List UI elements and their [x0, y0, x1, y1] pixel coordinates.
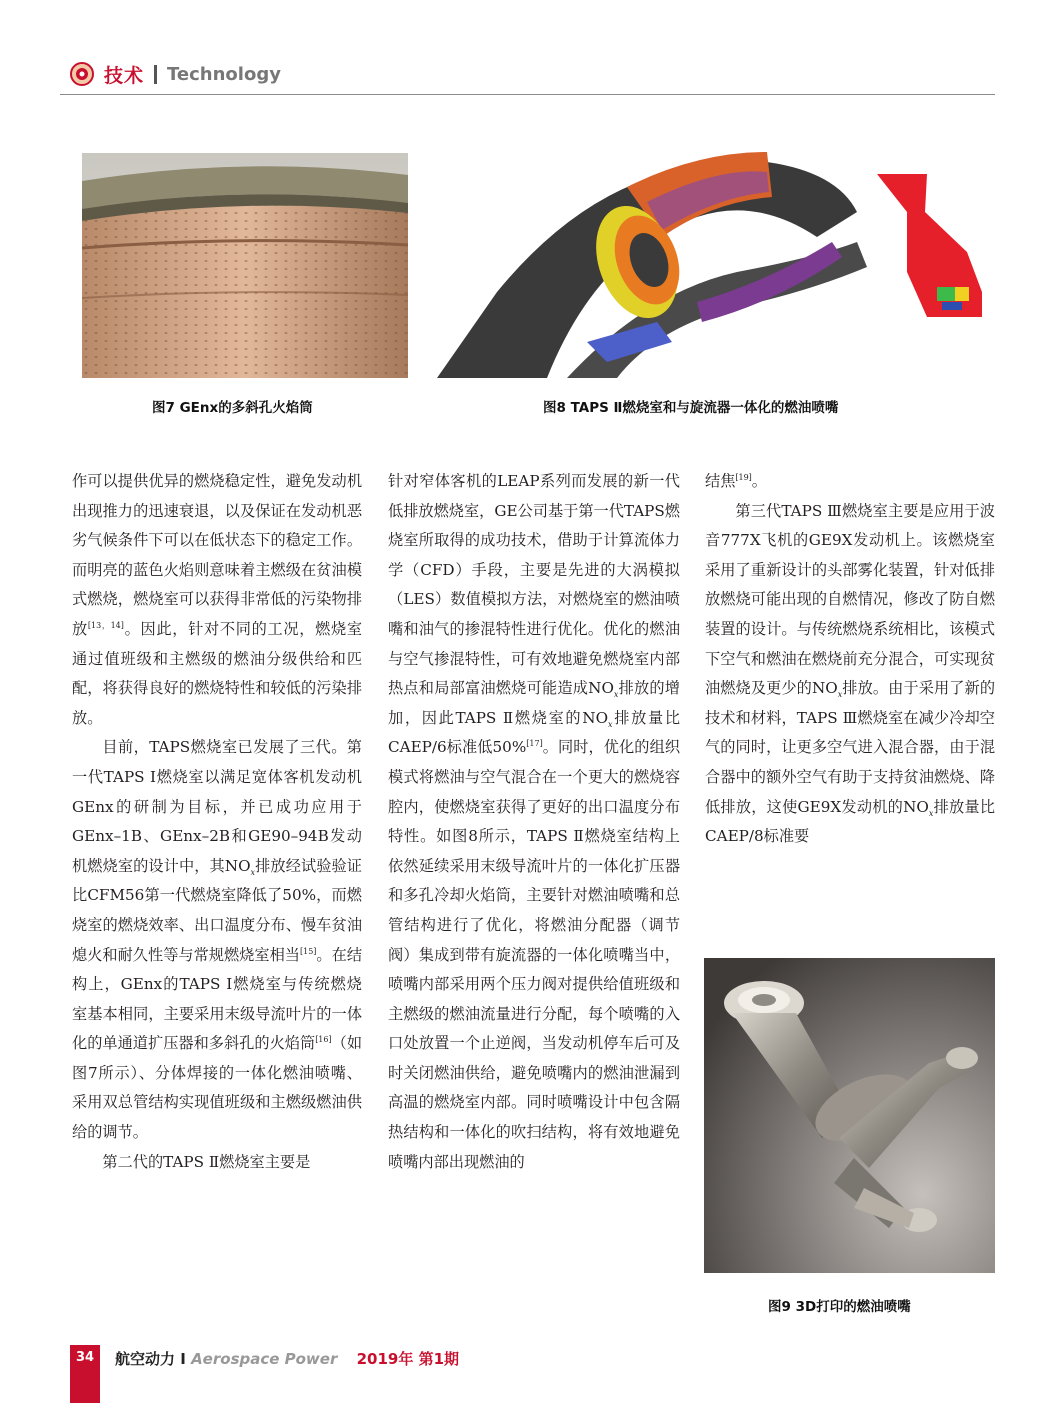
citation-ref: [16]	[315, 1035, 332, 1045]
subscript: x	[250, 867, 256, 877]
page-number: 34	[75, 1350, 95, 1365]
figure-8-caption: 图8 TAPS Ⅱ燃烧室和与旋流器一体化的燃油喷嘴	[543, 400, 839, 416]
text-column-3	[705, 467, 995, 852]
journal-logo-icon	[70, 62, 94, 86]
subscript: x	[928, 808, 934, 818]
running-header	[70, 58, 281, 90]
figure-7-caption: 图7 GEnx的多斜孔火焰筒	[152, 400, 313, 416]
citation-ref: [19]	[735, 472, 752, 482]
text-run: 排放量比CAEP/8标准要	[705, 797, 996, 846]
text-run: 目前，TAPS燃烧室已发展了三代。第一代TAPS Ⅰ燃烧室以满足宽体客机发动机GEnx的研制为目标，并已成功应用于GEnx–1B、GEnx–2B和GE90–94B发动机燃烧室的设计中，其NO	[72, 738, 362, 875]
text-run: 排放经试验验证比CFM56第一代燃烧室降低了50%，而燃烧室的燃烧效率、出口温度分布、慢车贫油熄火和耐久性等与常规燃烧室相当	[72, 856, 362, 964]
text-run: 针对窄体客机的LEAP系列而发展的新一代低排放燃烧室，GE公司基于第一代TAPS燃烧室所取得的成功技术，借助于计算流体力学（CFD）手段，主要是先进的大涡模拟（LES）数值模拟方法，对燃烧室的燃油喷嘴和油气的掺混特性进行优化。优化的燃油与空气掺混特性，可有效地避免燃烧室内部热点和局部富油燃烧可能造成NO	[388, 472, 680, 698]
figure-9-nozzle-photo	[704, 958, 995, 1273]
text-run: 结焦	[705, 472, 736, 490]
section-title-en: Technology	[167, 63, 281, 85]
citation-ref: [17]	[526, 739, 543, 749]
subscript: x	[837, 690, 843, 700]
body-paragraph	[705, 467, 995, 497]
body-paragraph	[72, 1148, 362, 1178]
body-paragraph	[72, 467, 362, 733]
journal-name-en: Aerospace Power	[191, 1350, 338, 1368]
text-run: 排放的增加，因此TAPS Ⅱ燃烧室的NO	[388, 679, 680, 727]
citation-ref: [13，14]	[87, 620, 124, 630]
figure-9-caption: 图9 3D打印的燃油喷嘴	[768, 1299, 911, 1315]
text-run: 排放量比CAEP/6标准低50%	[388, 708, 681, 757]
journal-name-cn: 航空动力	[115, 1350, 176, 1368]
citation-ref: [15]	[299, 946, 317, 956]
body-paragraph	[388, 467, 680, 1177]
text-run: 作可以提供优异的燃烧稳定性，避免发动机出现推力的迅速衰退，以及保证在发动机恶劣气候条件下可以在低状态下的稳定工作。而明亮的蓝色火焰则意味着主燃级在贫油模式燃烧，燃烧室可以获得非常低的污染物排放	[72, 472, 362, 638]
body-paragraph	[72, 733, 362, 1147]
figure-7-liner-photo	[82, 153, 408, 378]
text-run: 第二代的TAPS Ⅱ燃烧室主要是	[102, 1152, 311, 1171]
text-run: 。在结构上，GEnx的TAPS Ⅰ燃烧室与传统燃烧室基本相同，主要采用末级导流叶片的一体化的单通道扩压器和多斜孔的火焰筒	[72, 945, 363, 1053]
text-run: （如图7所示）、分体焊接的一体化燃油喷嘴、采用双总管结构实现值班级和主燃级燃油供给的调节。	[72, 1034, 363, 1142]
text-run: 排放。由于采用了新的技术和材料，TAPS Ⅲ燃烧室在减少冷却空气的同时，让更多空气进入混合器，由于混合器中的额外空气有助于支持贫油燃烧、降低排放，这使GE9X发动机的NO	[705, 679, 996, 816]
text-column-1	[72, 467, 362, 1177]
header-rule	[60, 94, 995, 95]
text-run: 。同时，优化的组织模式将燃油与空气混合在一个更大的燃烧容腔内，使燃烧室获得了更好的出口温度分布特性。如图8所示，TAPS Ⅱ燃烧室结构上依然延续采用末级导流叶片的一体化扩压器和多孔冷却火焰筒，主要针对燃油喷嘴和总管结构进行了优化，将燃油分配器（调节阀）集成到带有旋流器的一体化喷嘴当中，喷嘴内部采用两个压力阀对提供给值班级和主燃级的燃油流量进行分配，每个喷嘴的入口处放置一个止逆阀，当发动机停车后可及时关闭燃油供给，避免喷嘴内的燃油泄漏到高温的燃烧室内部。同时喷嘴设计中包含隔热结构和一体化的吹扫结构，将有效地避免喷嘴内部出现燃油的	[388, 738, 681, 1171]
section-title-cn: 技术	[104, 64, 145, 87]
text-run: 第三代TAPS Ⅲ燃烧室主要是应用于波音777X飞机的GE9X发动机上。该燃烧室采用了重新设计的头部雾化装置，针对低排放燃烧可能出现的自燃情况，修改了防自燃装置的设计。与传统燃烧系统相比，该模式下空气和燃油在燃烧前充分混合，可实现贫油燃烧及更少的NO	[705, 501, 995, 698]
text-run: 。	[751, 472, 767, 490]
text-column-2	[388, 467, 680, 1177]
header-separator	[154, 65, 157, 84]
journal-footer	[115, 1348, 459, 1369]
subscript: x	[613, 690, 619, 700]
body-paragraph	[705, 497, 995, 852]
text-run: 。因此，针对不同的工况，燃烧室通过值班级和主燃级的燃油分级供给和匹配，将获得良好的燃烧特性和较低的污染排放。	[72, 619, 363, 727]
journal-issue: 2019年 第1期	[356, 1350, 460, 1368]
figure-8-combustor-section	[437, 142, 997, 378]
subscript: x	[608, 719, 613, 729]
journal-name-sep: I	[180, 1350, 186, 1368]
